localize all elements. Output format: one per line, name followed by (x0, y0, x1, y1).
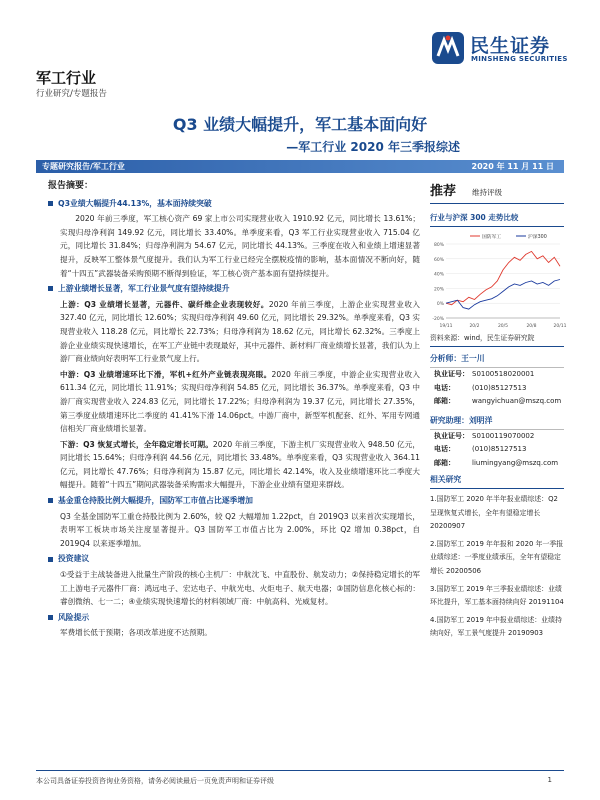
y-tick-label: 40% (433, 272, 444, 278)
info-row: 电话： (010)85127513 (434, 383, 527, 392)
logo-mark-icon (430, 30, 466, 66)
section-heading: 投资建议 (48, 552, 420, 566)
abstract-section (48, 282, 420, 492)
chart-title: 行业与沪深 300 走势比较 (430, 212, 564, 227)
related-item[interactable]: 1.国防军工 2020 年半年报业绩综述：Q2 呈现恢复式增长，全年有望稳定增长 20200907 (430, 495, 558, 531)
analyst-info (430, 368, 564, 409)
info-row: 执业证号： S0100119070002 (434, 431, 535, 440)
footer-disclaimer: 本公司具备证券投资咨询业务资格，请务必阅读最后一页免责声明和证券评级 (36, 777, 274, 785)
section-paragraph: 中游：Q3 业绩增速环比下滑，军机+红外产业链表现亮眼。2020 年前三季度，中游企业实现营业收入 611.34 亿元，同比增长 11.91%；实现归母净利润 54.85 亿元，同比增长 36.37%。单季度来看，Q3 中游厂商实现营业收入 224.83 亿元，同比增长 17.22%；归母净利润为 19.37 亿元，同比增长 27.35%，第三季度业绩增速环比二季度的 41.41%下滑 14.06pct。中游厂商中，新型军机配套、红外、军用专网通信相关厂商业绩增长显著。 (60, 369, 420, 434)
report-subtitle: —军工行业 2020 年三季报综述 (286, 140, 460, 154)
section-paragraph: ①受益于主战装备进入批量生产阶段的核心主机厂：中航沈飞、中直股份、航发动力；②保持稳定增长的军工上游电子元器件厂商：鸿远电子、宏达电子、中航光电、火炬电子、航天电器；③国防信息化核心标的：睿创微纳、七一二；④业绩实现快速增长的材料领域厂商：中航高科、光威复材。 (60, 570, 420, 607)
info-row[interactable]: 邮箱： liumingyang@mszq.com (434, 458, 559, 467)
related-heading: 相关研究 (430, 474, 564, 489)
section-paragraph: 2020 年前三季度，军工核心资产 69 家上市公司实现营业收入 1910.92 亿元，同比增长 13.61%；实现归母净利润 149.92 亿元，同比增长 33.40%。单季度来看，Q3 军工行业实现营业收入 715.04 亿元，同比增长 31.84%；归母净利润为 54.67 亿元，同比增长 44.13%。三季度在收入和业绩上增速显著提升，反映军工整体景气度提升。我们认为军工行业已经完全摆脱疫情的影响，基本面情况不断向好，随着“十四五”武器装备采购预期不断得到验证，军工核心资产基本面有望持续提升。 (60, 214, 420, 278)
related-item[interactable]: 2.国防军工 2019 年年报和 2020 年一季报业绩综述：一季度业绩承压，全年有望稳定增长 20200506 (430, 539, 564, 575)
x-tick-label: 19/11 (439, 324, 453, 329)
info-row[interactable]: 邮箱： wangyichuan@mszq.com (434, 397, 562, 405)
analyst-heading: 分析师：王一川 (430, 353, 564, 368)
section-paragraph: Q3 全基金国防军工重仓持股比例为 2.60%，较 Q2 大幅增加 1.22pct，自 2019Q3 以来首次实现增长，表明军工板块市场关注度显著提升。Q3 国防军工市值占比为 2.00%，环比 Q2 增加 0.38pct，自 2019Q4 以来逐季增加。 (60, 511, 420, 548)
abstract-section (48, 494, 420, 550)
x-tick-label: 20/11 (553, 324, 567, 329)
sidebar-column (430, 180, 567, 641)
bullet-square-icon (48, 498, 53, 503)
banner-date: 2020 年 11 月 11 日 (471, 162, 554, 171)
researcher-heading: 研究助理：刘明洋 (430, 415, 564, 430)
report-type: 行业研究/专题报告 (36, 89, 107, 99)
report-title: Q3 业绩大幅提升，军工基本面向好 (172, 115, 428, 134)
banner-category: 专题研究报告/军工行业 (42, 162, 125, 171)
legend-label: 国防军工 (482, 235, 502, 240)
related-item[interactable]: 4.国防军工 2019 年中报业绩综述：业绩持续向好，军工景气度提升 20190903 (430, 615, 562, 638)
y-tick-label: -20% (432, 317, 444, 322)
chart-source: 资料来源：wind，民生证券研究院 (430, 332, 564, 347)
recommend-label: 推荐 (430, 184, 457, 199)
abstract-section (48, 552, 420, 608)
bullet-square-icon (48, 615, 53, 620)
page-number: 1 (547, 776, 552, 784)
researcher-info (430, 430, 564, 471)
trend-chart-svg (430, 230, 567, 330)
section-paragraph: 上游：Q3 业绩增长显著，元器件、碳纤维企业表现较好。2020 年前三季度，上游企业实现营业收入 327.40 亿元，同比增长 12.60%；实现归母净利润 49.60 亿元，同比增长 29.32%。单季度来看，Q3 实现营业收入 118.28 亿元，同比增长 22.73%；归母净利润为 18.62 亿元，同比增长 62.32%。三季度上游企业业绩实现快速增长，在军工产业链中表现最好，其中元器件、新材料厂商业绩增长显著，我们认为上游厂商业绩向好表明军工行业景气度上行。 (60, 299, 420, 364)
section-heading: 上游业绩增长显著，军工行业景气度有望持续提升 (48, 282, 420, 296)
y-tick-label: 60% (433, 257, 444, 263)
section-paragraph: 军费增长低于预期；各项改革进度不达预期。 (60, 628, 212, 638)
section-paragraph: 下游：Q3 恢复式增长，全年稳定增长可期。2020 年前三季度，下游主机厂实现营业收入 948.50 亿元，同比增长 15.64%；归母净利润 44.56 亿元，同比增长 33.48%。单季度来看，Q3 实现营业收入 364.11 亿元，同比增长 47.76%；归母净利润为 15.87 亿元，同比增长 42.14%，收入及业绩增速环比二季度大幅提升。随着“十四五”期间武器装备采购需求大幅提升，下游企业业绩有望迎来群歧。 (60, 439, 420, 490)
bullet-square-icon (48, 201, 53, 206)
y-tick-label: 20% (433, 287, 444, 293)
series-line (446, 280, 560, 310)
industry-label: 军工行业 (36, 69, 97, 87)
section-heading: 基金重仓持股比例大幅提升，国防军工市值占比逐季增加 (48, 494, 420, 508)
bullet-square-icon (48, 286, 53, 291)
info-row: 执业证号： S0100518020001 (434, 370, 535, 378)
report-banner (36, 160, 564, 173)
trend-chart (430, 230, 567, 330)
y-tick-label: 0% (436, 302, 444, 308)
abstract-section (48, 197, 420, 281)
logo-text-cn: 民生证券 (470, 35, 551, 57)
bullet-square-icon (48, 557, 53, 562)
abstract-heading: 报告摘要： (48, 181, 94, 191)
section-heading: 风险提示 (48, 611, 420, 625)
abstract-section (48, 611, 420, 640)
legend-label: 沪深300 (528, 235, 547, 240)
company-logo (430, 30, 570, 66)
related-item[interactable]: 3.国防军工 2019 年三季报业绩综述：业绩环比提升，军工基本面持续向好 20191104 (430, 584, 564, 607)
rating-row (430, 180, 564, 204)
rating-label: 维持评级 (472, 188, 503, 197)
x-tick-label: 20/2 (469, 324, 480, 329)
abstract-column (48, 180, 420, 642)
footer-divider (36, 770, 564, 771)
x-tick-label: 20/8 (526, 324, 537, 329)
logo-text-en: MINSHENG SECURITIES (471, 55, 568, 63)
y-tick-label: 80% (433, 243, 444, 248)
section-heading: Q3业绩大幅提升44.13%，基本面持续突破 (48, 197, 420, 211)
x-tick-label: 20/5 (497, 324, 509, 329)
series-line (446, 251, 560, 304)
info-row: 电话： (010)85127513 (434, 445, 527, 453)
